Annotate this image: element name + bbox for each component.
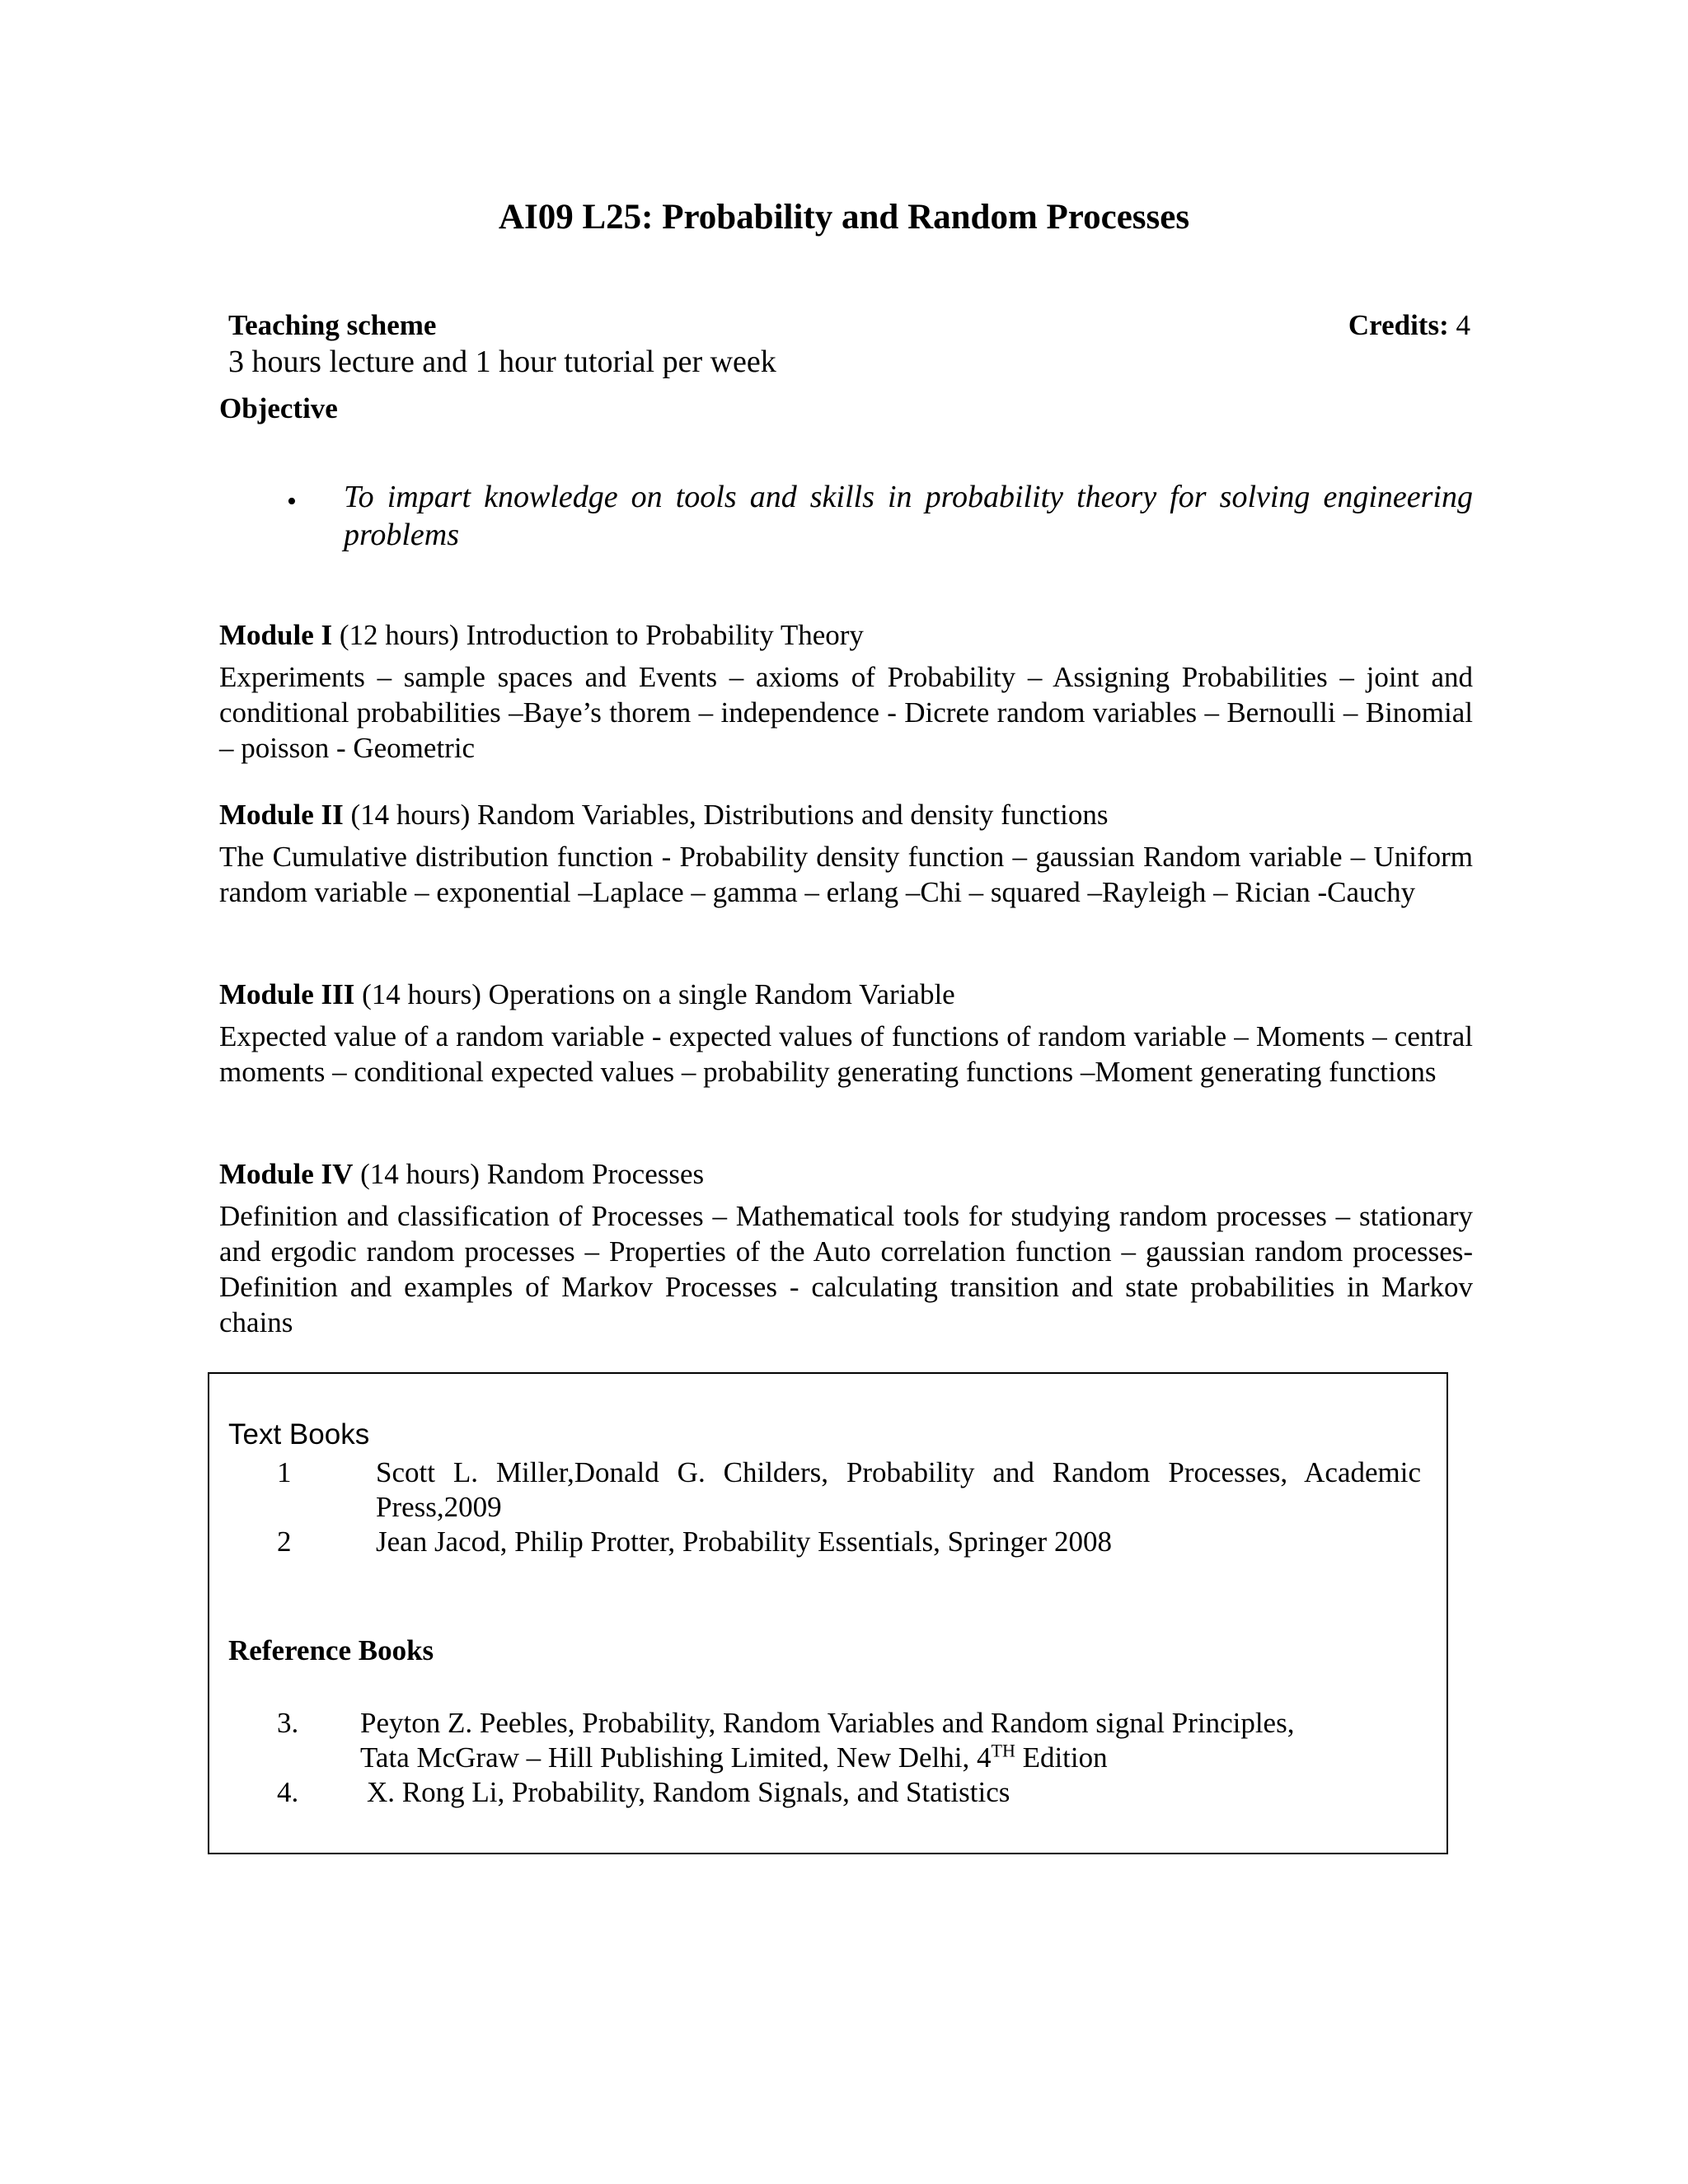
credits-label: Credits: [1348, 309, 1449, 341]
edition-superscript: TH [991, 1740, 1015, 1761]
page-title: AI09 L25: Probability and Random Processes [498, 198, 1190, 237]
objective-heading: Objective [219, 392, 338, 424]
module-heading [219, 1157, 1473, 1192]
book-entry: X. Rong Li, Probability, Random Signals, and Statistics [367, 1776, 1010, 1808]
module-label: Module I [219, 619, 333, 651]
module-body: Expected value of a random variable - expected values of functions of random variable – Moments – central moments – conditional expected values – probability generating functions –Moment generating functions [219, 1020, 1473, 1088]
book-entry-line [360, 1741, 1432, 1775]
book-entry-text: Tata McGraw – Hill Publishing Limited, New Delhi, 4 [360, 1741, 992, 1774]
module-2 [219, 798, 1473, 910]
module-1 [219, 618, 1473, 766]
module-3 [219, 977, 1473, 1090]
teaching-scheme-heading: Teaching scheme [228, 309, 437, 341]
module-info: (14 hours) Random Processes [353, 1158, 705, 1190]
book-number: 1 [277, 1456, 292, 1488]
module-4 [219, 1157, 1473, 1340]
teaching-hours: 3 hours lecture and 1 hour tutorial per week [228, 344, 776, 379]
module-heading [219, 618, 1473, 653]
text-books-heading: Text Books [228, 1418, 370, 1451]
module-heading [219, 798, 1473, 832]
credits-value: 4 [1448, 309, 1470, 341]
module-info: (12 hours) Introduction to Probability Theory [332, 619, 864, 651]
module-body: Definition and classification of Processes – Mathematical tools for studying random processes – stationary and ergodic random processes – Properties of the Auto correlation function – gaussian random processes- Definition and examples of Markov Processes - calculating transition and state probabilities in Markov chains [219, 1200, 1473, 1338]
module-label: Module IV [219, 1158, 354, 1190]
module-heading [219, 977, 1473, 1012]
bullet-icon: • [287, 486, 297, 517]
book-entry-text: Edition [1015, 1741, 1108, 1774]
book-entry-line: Peyton Z. Peebles, Probability, Random Variables and Random signal Principles, [360, 1707, 1295, 1739]
reference-books-heading: Reference Books [228, 1634, 434, 1666]
module-info: (14 hours) Random Variables, Distributions and density functions [343, 799, 1109, 831]
module-label: Module II [219, 799, 344, 831]
book-number: 3. [277, 1707, 299, 1739]
book-entry [360, 1706, 1432, 1775]
book-number: 4. [277, 1776, 299, 1808]
module-label: Module III [219, 978, 355, 1010]
book-entry: Jean Jacod, Philip Protter, Probability Essentials, Springer 2008 [376, 1526, 1112, 1558]
module-body: Experiments – sample spaces and Events – axioms of Probability – Assigning Probabilities – joint and conditional probabilities –Baye’s thorem – independence - Dicrete random variables – Bernoulli – Binomial – poisson - Geometric [219, 661, 1473, 764]
objective-text: To impart knowledge on tools and skills in probability theory for solving engineering problems [344, 480, 1473, 552]
module-info: (14 hours) Operations on a single Random Variable [354, 978, 955, 1010]
book-number: 2 [277, 1526, 292, 1558]
credits [1348, 308, 1470, 343]
book-entry: Scott L. Miller,Donald G. Childers, Probability and Random Processes, Academic Press,2009 [376, 1456, 1421, 1523]
module-body: The Cumulative distribution function - Probability density function – gaussian Random variable – Uniform random variable – exponential –Laplace – gamma – erlang –Chi – squared –Rayleigh – Rician -Cauchy [219, 841, 1473, 908]
